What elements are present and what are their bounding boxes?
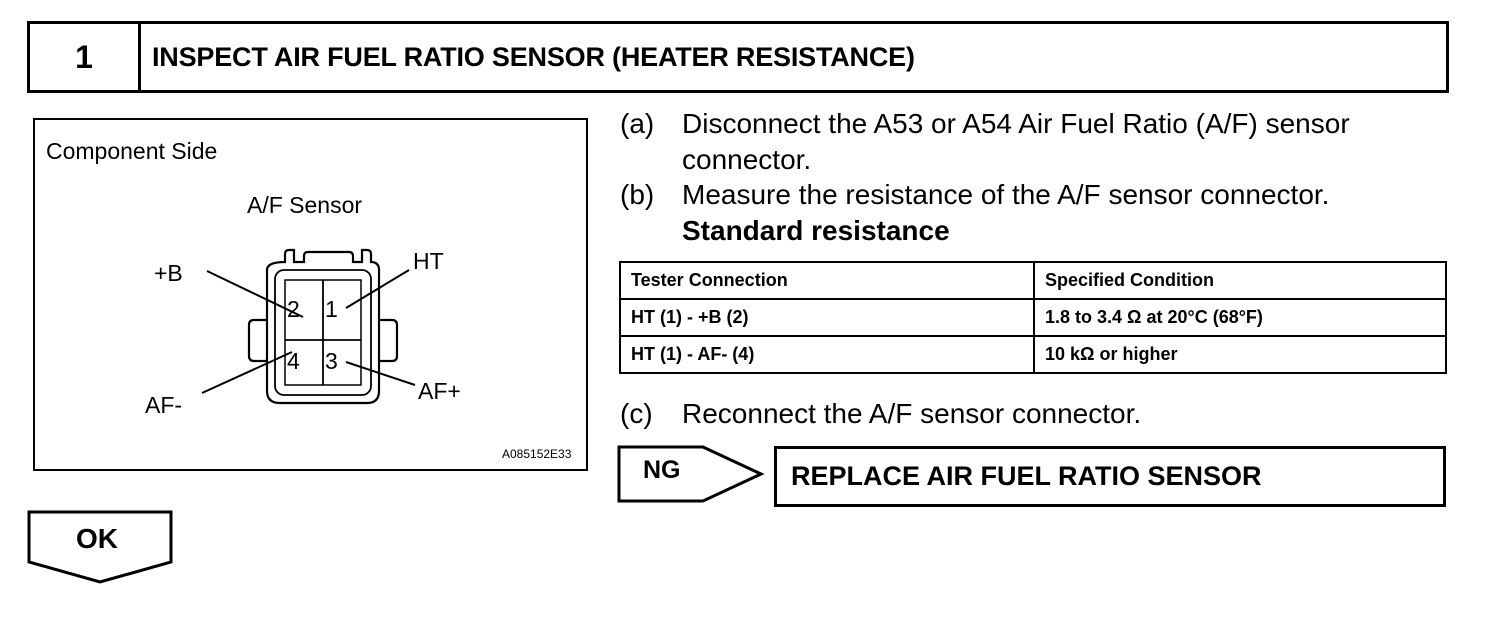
ng-arrow-icon bbox=[617, 445, 767, 503]
ng-label: NG bbox=[643, 456, 681, 484]
instruction-c-label: (c) bbox=[620, 398, 653, 429]
pin-label-af-minus: AF- bbox=[145, 392, 183, 418]
instruction-c-line1: Reconnect the A/F sensor connector. bbox=[682, 398, 1142, 429]
ng-result-box bbox=[774, 446, 1446, 507]
instruction-b-line1: Measure the resistance of the A/F sensor connector. bbox=[682, 179, 1330, 210]
pin-label-plus-b: +B bbox=[154, 260, 183, 286]
pin-number-1: 1 bbox=[325, 296, 338, 322]
connector-drawing bbox=[35, 120, 586, 469]
pin-number-3: 3 bbox=[325, 348, 338, 374]
table-header-row bbox=[620, 262, 1446, 299]
table-row bbox=[620, 336, 1446, 373]
table-row bbox=[620, 299, 1446, 336]
instruction-a-label: (a) bbox=[620, 108, 655, 139]
instruction-a-line1: Disconnect the A53 or A54 Air Fuel Ratio (A/F) sensor bbox=[682, 108, 1350, 139]
left-latch bbox=[249, 320, 267, 361]
pin-label-af-plus: AF+ bbox=[418, 378, 461, 404]
ok-label: OK bbox=[76, 523, 118, 554]
standard-resistance-heading: Standard resistance bbox=[682, 215, 950, 246]
pin-number-4: 4 bbox=[287, 348, 300, 374]
table-cell: 1.8 to 3.4 Ω at 20°C (68°F) bbox=[1034, 299, 1446, 336]
column-header: Specified Condition bbox=[1034, 262, 1446, 299]
figure-caption: Component Side bbox=[46, 138, 218, 164]
step-header bbox=[27, 21, 1449, 93]
table-cell: 10 kΩ or higher bbox=[1034, 336, 1446, 373]
step-title: INSPECT AIR FUEL RATIO SENSOR (HEATER RESISTANCE) bbox=[152, 41, 915, 72]
right-latch bbox=[379, 320, 397, 361]
figure-code: A085152E33 bbox=[502, 447, 572, 461]
step-number: 1 bbox=[30, 24, 141, 90]
connector-figure bbox=[33, 118, 588, 471]
pin-label-ht: HT bbox=[413, 248, 444, 274]
instruction-b-label: (b) bbox=[620, 179, 655, 210]
ng-action-text: REPLACE AIR FUEL RATIO SENSOR bbox=[791, 461, 1262, 491]
table-cell: HT (1) - +B (2) bbox=[620, 299, 1034, 336]
instruction-a-line2: connector. bbox=[682, 144, 812, 175]
sensor-label: A/F Sensor bbox=[247, 192, 363, 218]
pin-number-2: 2 bbox=[287, 296, 300, 322]
spec-table bbox=[619, 261, 1447, 374]
column-header: Tester Connection bbox=[620, 262, 1034, 299]
table-cell: HT (1) - AF- (4) bbox=[620, 336, 1034, 373]
